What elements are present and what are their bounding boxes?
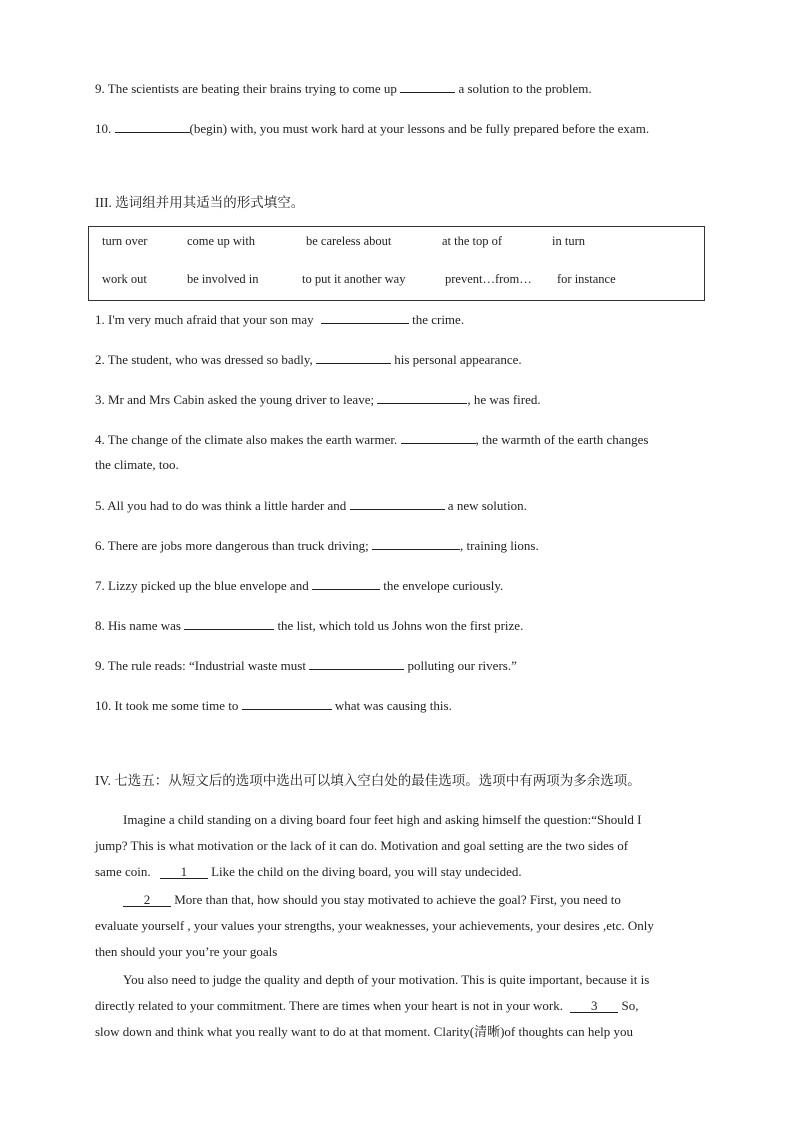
question-10 — [95, 120, 649, 137]
item-text: 1. I'm very much afraid that your son may — [95, 312, 314, 327]
fill-item-4 — [95, 431, 648, 448]
answer-blank[interactable] — [321, 311, 409, 324]
word-option: be careless about — [306, 234, 392, 248]
fill-item-7 — [95, 577, 503, 594]
item-text: 5. All you had to do was think a little harder and — [95, 498, 347, 513]
answer-blank[interactable] — [400, 80, 455, 93]
answer-blank[interactable] — [316, 351, 391, 364]
word-option: come up with — [187, 234, 256, 248]
question-text: a solution to the problem. — [455, 81, 592, 96]
fill-item-8 — [95, 617, 523, 634]
section-title-iv: IV. 七选五：从短文后的选项中选出可以填入空白处的最佳选项。选项中有两项为多余选项。 — [95, 773, 641, 788]
answer-blank[interactable] — [309, 657, 404, 670]
answer-blank[interactable] — [401, 431, 476, 444]
passage-line: jump? This is what motivation or the lack of it can do. Motivation and goal setting are the two sides of — [95, 838, 629, 853]
passage-text: So, — [618, 998, 639, 1013]
passage-text: same coin. — [95, 864, 151, 879]
item-text: 7. Lizzy picked up the blue envelope and — [95, 578, 309, 593]
question-9 — [95, 80, 592, 97]
item-text: the crime. — [408, 312, 465, 327]
fill-item-4-cont: the climate, too. — [95, 457, 179, 472]
fill-item-2 — [95, 351, 522, 368]
answer-blank[interactable] — [377, 391, 467, 404]
passage-text: directly related to your commitment. There are times when your heart is not in your work. — [95, 998, 563, 1013]
item-text: polluting our rivers.” — [404, 658, 517, 673]
fill-item-5 — [95, 497, 527, 514]
fill-item-9 — [95, 657, 517, 674]
item-text: the list, which told us Johns won the first prize. — [274, 618, 524, 633]
word-bank — [88, 226, 705, 301]
word-option: to put it another way — [302, 272, 406, 286]
passage-blank-1[interactable]: 1 — [160, 865, 208, 879]
answer-blank[interactable] — [350, 497, 445, 510]
fill-item-10 — [95, 697, 452, 714]
passage-line: evaluate yourself , your values your strengths, your weaknesses, your achievements, your desires ,etc. Only — [95, 918, 654, 933]
section-title-iii: III. 选词组并用其适当的形式填空。 — [95, 195, 305, 210]
fill-item-6 — [95, 537, 539, 554]
item-text: 6. There are jobs more dangerous than truck driving; — [95, 538, 369, 553]
item-text: a new solution. — [444, 498, 527, 513]
passage-blank-3[interactable]: 3 — [570, 999, 618, 1013]
fill-item-3 — [95, 391, 541, 408]
item-text: 2. The student, who was dressed so badly, — [95, 352, 313, 367]
item-text: what was causing this. — [331, 698, 452, 713]
item-text: 4. The change of the climate also makes the earth warmer. — [95, 432, 398, 447]
item-text: his personal appearance. — [390, 352, 522, 367]
passage-text: More than that, how should you stay motivated to achieve the goal? First, you need to — [171, 892, 621, 907]
answer-blank[interactable] — [242, 697, 332, 710]
answer-blank[interactable] — [115, 120, 190, 133]
item-text: 8. His name was — [95, 618, 181, 633]
passage-text: Like the child on the diving board, you will stay undecided. — [207, 864, 522, 879]
word-option: prevent…from… — [445, 272, 532, 286]
word-option: for instance — [557, 272, 616, 286]
word-option: be involved in — [187, 272, 259, 286]
item-text: 10. It took me some time to — [95, 698, 239, 713]
item-text: , the warmth of the earth changes — [475, 432, 649, 447]
answer-blank[interactable] — [372, 537, 460, 550]
item-text: the envelope curiously. — [379, 578, 504, 593]
answer-blank[interactable] — [184, 617, 274, 630]
question-text: (begin) with, you must work hard at your lessons and be fully prepared before the exam. — [189, 121, 650, 136]
passage-line: slow down and think what you really want to do at that moment. Clarity(清晰)of thoughts can help you — [95, 1024, 633, 1039]
item-text: 9. The rule reads: “Industrial waste must — [95, 658, 306, 673]
item-text: , he was fired. — [467, 392, 541, 407]
answer-blank[interactable] — [312, 577, 380, 590]
word-option: in turn — [552, 234, 585, 248]
passage-line — [95, 892, 621, 908]
word-option: at the top of — [442, 234, 503, 248]
word-option: work out — [102, 272, 147, 286]
passage-line — [95, 864, 522, 880]
passage-blank-2[interactable]: 2 — [123, 893, 171, 907]
fill-item-1 — [95, 311, 464, 328]
passage-line: You also need to judge the quality and depth of your motivation. This is quite important, because it is — [123, 972, 650, 987]
question-text: 9. The scientists are beating their brains trying to come up — [95, 81, 397, 96]
item-text: , training lions. — [460, 538, 539, 553]
item-text: 3. Mr and Mrs Cabin asked the young driver to leave; — [95, 392, 375, 407]
word-option: turn over — [102, 234, 148, 248]
question-number: 10. — [95, 121, 112, 136]
passage-line: Imagine a child standing on a diving board four feet high and asking himself the question:“Should I — [123, 812, 642, 827]
passage-line: then should your you’re your goals — [95, 944, 278, 959]
passage-line — [95, 998, 638, 1014]
